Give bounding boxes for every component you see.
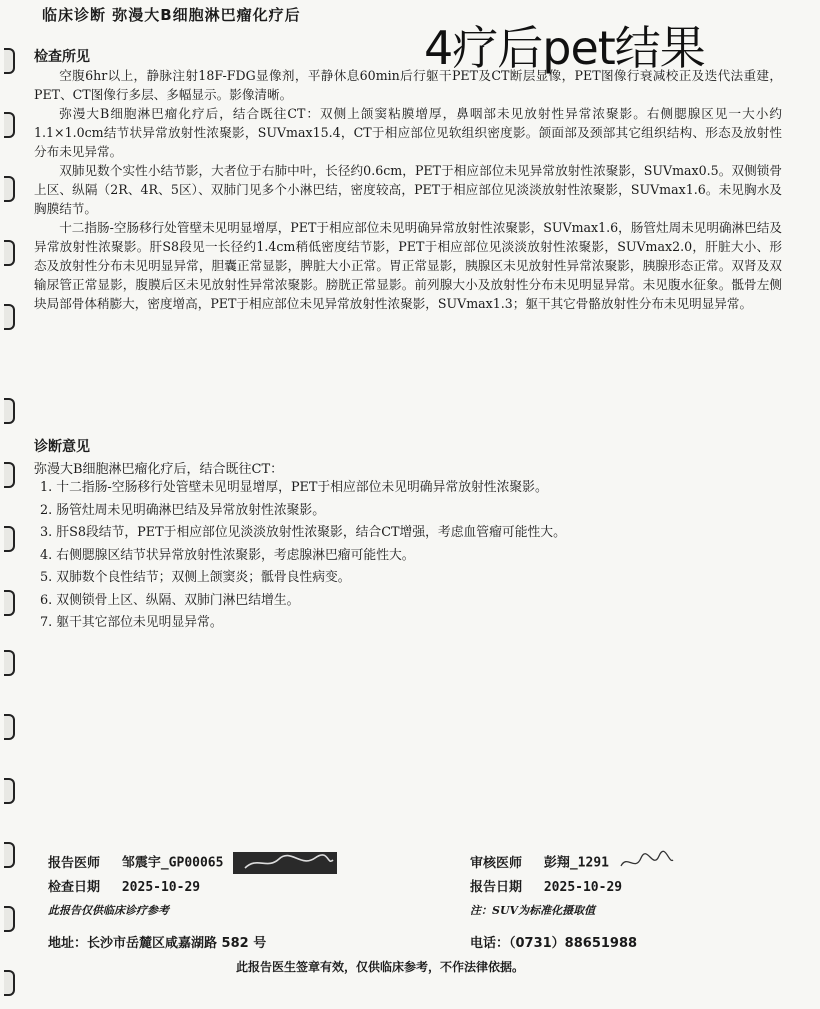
clinical-reference-note: 此报告仅供临床诊疗参考	[48, 904, 169, 917]
exam-date-row	[48, 876, 200, 895]
reviewer-label: 审核医师	[470, 855, 523, 871]
binder-ring	[4, 778, 15, 804]
findings-paragraph: 双肺见数个实性小结节影，大者位于右肺中叶，长径约0.6cm，PET于相应部位未见异常放射性浓聚影，SUVmax0.5。双侧锁骨上区、纵隔（2R、4R、5区）、双肺门见多个小淋巴结，密度较高，PET于相应部位见淡淡放射性浓聚影，SUVmax1.6。未见胸水及胸膜结节。	[34, 163, 782, 216]
diagnosis-item: 2. 肠管灶周未见明确淋巴结及异常放射性浓聚影。	[40, 502, 326, 518]
diagnosis-item: 6. 双侧锁骨上区、纵隔、双肺门淋巴结增生。	[40, 592, 300, 608]
findings-body	[34, 66, 782, 313]
binder-ring	[4, 714, 15, 740]
address: 地址：长沙市岳麓区咸嘉湖路 582 号	[48, 936, 267, 951]
report-date-label: 报告日期	[470, 880, 523, 895]
binder-ring	[4, 906, 15, 932]
disclaimer: 此报告医生签章有效，仅供临床参考，不作法律依据。	[236, 960, 525, 974]
reporter-signature-stamp	[231, 850, 341, 876]
findings-title: 检查所见	[34, 49, 90, 65]
binder-ring	[4, 304, 15, 330]
binder-ring	[4, 590, 15, 616]
diagnosis-list	[40, 477, 566, 635]
diagnosis-item: 3. 肝S8段结节，PET于相应部位见淡淡放射性浓聚影，结合CT增强，考虑血管瘤可能性大。	[40, 525, 566, 540]
suv-note: 注：SUV为标准化摄取值	[470, 904, 596, 917]
findings-paragraph: 十二指肠-空肠移行处管壁未见明显增厚，PET于相应部位未见明确异常放射性浓聚影，SUVmax1.6，肠管灶周未见明确淋巴结及异常放射性浓聚影。肝S8段见一长径约1.4cm稍低密度结节影，PET于相应部位见淡淡放射性浓聚影，SUVmax2.0，肝脏大小、形态及放射性分布未见明显异常，胆囊正常显影，脾脏大小正常。胃正常显影，胰腺区未见放射性异常浓聚影，胰腺形态正常。双肾及双输尿管正常显影，腹膜后区未见放射性异常浓聚影。膀胱正常显影。前列腺大小及放射性分布未见明显异常。未见腹水征象。骶骨左侧块局部骨体稍膨大，密度增高，PET于相应部位未见异常放射性浓聚影，SUVmax1.3；躯干其它骨骼放射性分布未见明显异常。	[34, 220, 782, 311]
findings-paragraph: 弥漫大B细胞淋巴瘤化疗后，结合既往CT：双侧上颌窦粘膜增厚，鼻咽部未见放射性异常浓聚影。右侧腮腺区见一大小约1.1×1.0cm结节状异常放射性浓聚影，SUVmax15.4，CT于相应部位见软组织密度影。颌面部及颈部其它组织结构、形态及放射性分布未见异常。	[34, 106, 782, 159]
diagnosis-item: 4. 右侧腮腺区结节状异常放射性浓聚影，考虑腺淋巴瘤可能性大。	[40, 547, 415, 563]
reviewer-value: 彭翔_1291	[543, 855, 609, 871]
overlay-caption: 4疗后pet结果	[424, 21, 705, 75]
binder-ring	[4, 176, 15, 202]
binder-ring	[4, 240, 15, 266]
clinical-diagnosis-header: 临床诊断 弥漫大B细胞淋巴瘤化疗后	[42, 6, 301, 24]
findings-paragraph: 空腹6hr以上，静脉注射18F-FDG显像剂，平静休息60min后行躯干PET及CT断层显像，PET图像行衰减校正及迭代法重建，PET、CT图像行多层、多幅显示。影像清晰。	[34, 68, 782, 102]
diagnosis-item: 7. 躯干其它部位未见明显异常。	[40, 615, 223, 630]
binder-rings	[0, 0, 22, 1009]
diagnosis-item: 5. 双肺数个良性结节；双侧上颌窦炎；骶骨良性病变。	[40, 570, 351, 585]
exam-date-value: 2025-10-29	[121, 880, 201, 895]
phone: 电话：（0731）88651988	[470, 936, 638, 951]
binder-ring	[4, 112, 15, 138]
diagnosis-item: 1. 十二指肠-空肠移行处管壁未见明显增厚，PET于相应部位未见明确异常放射性浓聚影。	[40, 480, 548, 495]
binder-ring	[4, 462, 15, 488]
binder-ring	[4, 650, 15, 676]
diagnosis-title: 诊断意见	[34, 439, 90, 455]
report-date-value: 2025-10-29	[543, 880, 623, 895]
binder-ring	[4, 970, 15, 996]
binder-ring	[4, 398, 15, 424]
diagnosis-intro: 弥漫大B细胞淋巴瘤化疗后，结合既往CT：	[34, 462, 284, 477]
exam-date-label: 检查日期	[48, 880, 101, 895]
reporter-label: 报告医师	[48, 855, 101, 871]
reviewer-signature	[617, 850, 677, 876]
report-date-row	[470, 876, 622, 895]
reporter-row	[48, 850, 341, 876]
binder-ring	[4, 842, 15, 868]
binder-ring	[4, 48, 15, 74]
binder-ring	[4, 526, 15, 552]
reviewer-row	[470, 850, 677, 876]
reporter-value: 邹震宇_GP00065	[121, 855, 224, 871]
